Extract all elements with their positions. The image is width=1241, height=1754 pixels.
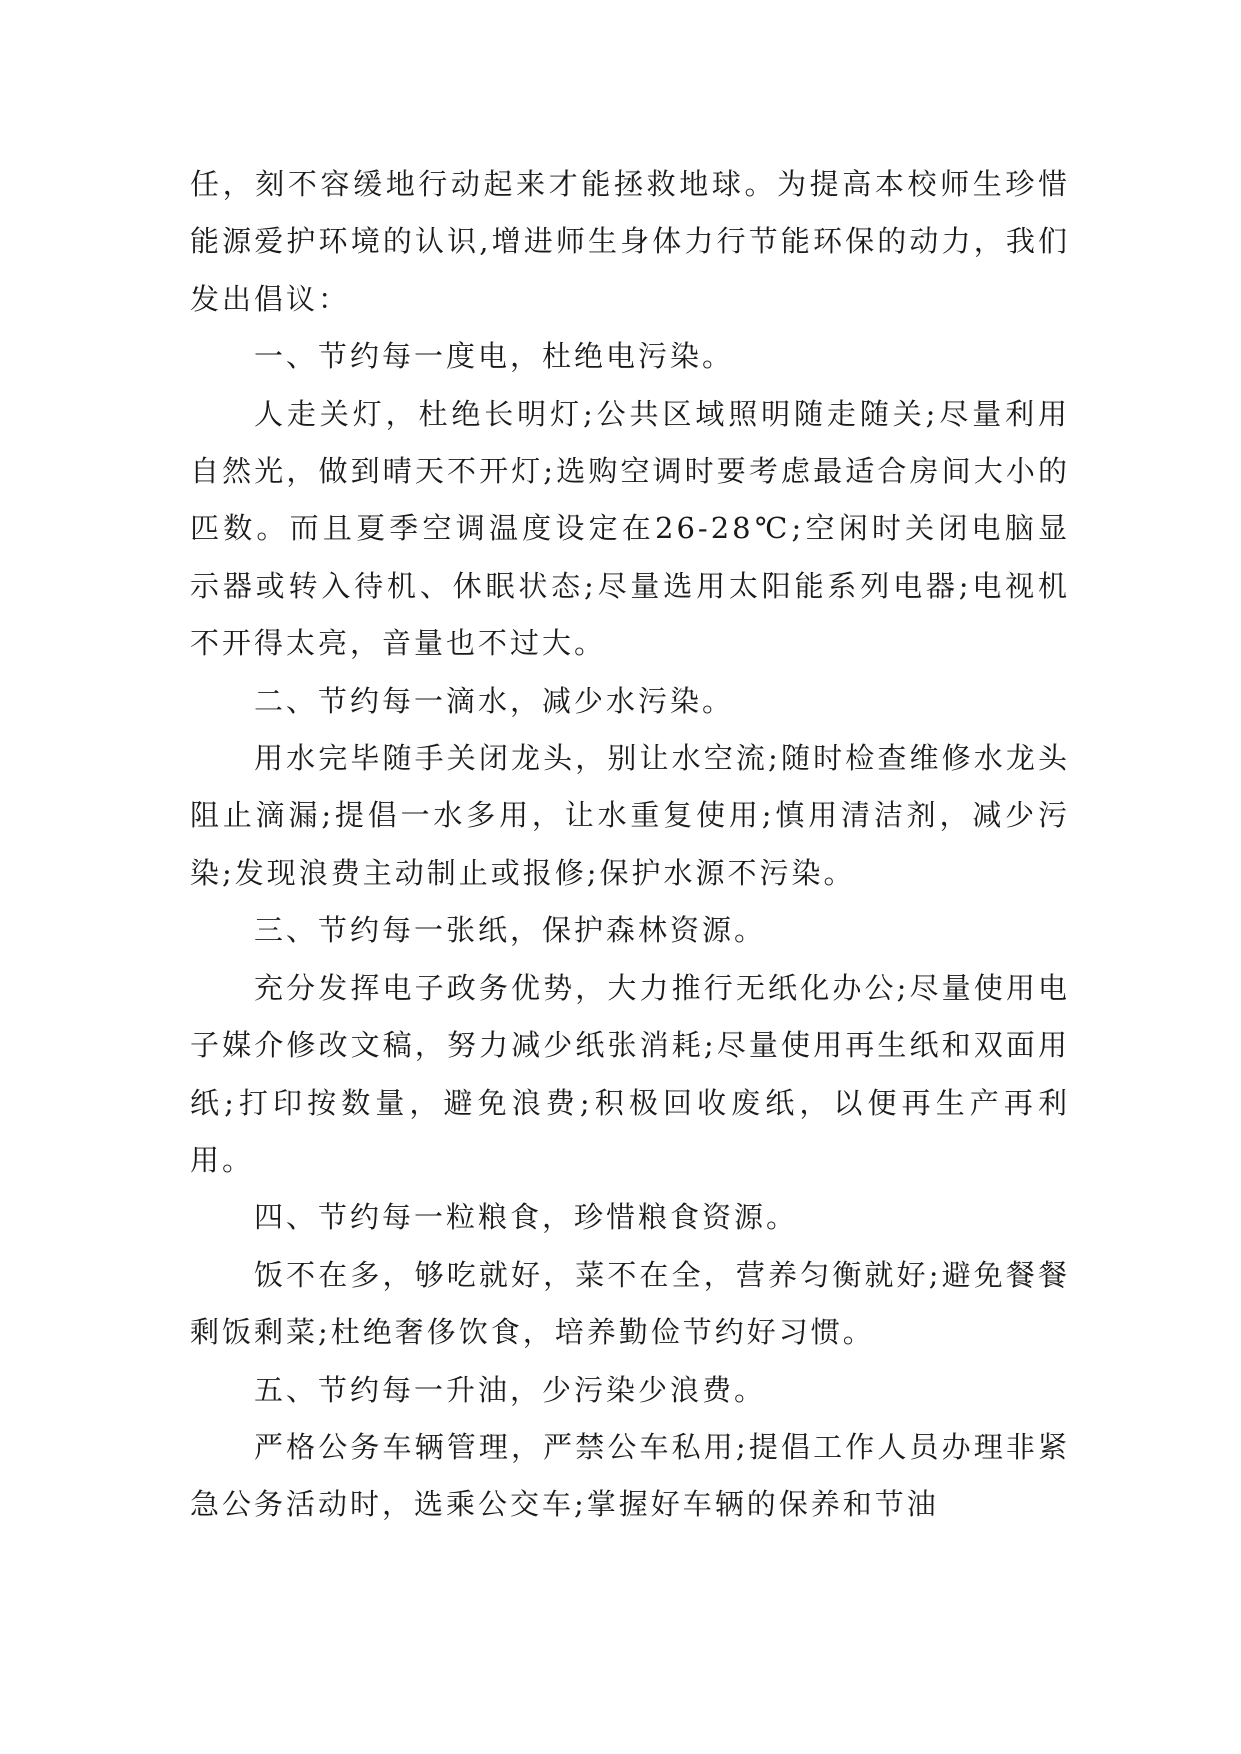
document-body [190,156,1070,1534]
heading-food: 四、节约每一粒粮食，珍惜粮食资源。 [254,1200,799,1235]
heading-electricity: 一、节约每一度电，杜绝电污染。 [254,339,735,374]
heading-paper: 三、节约每一张纸，保护森林资源。 [254,913,767,948]
paragraph-food: 饭不在多，够吃就好，菜不在全，营养匀衡就好;避免餐餐剩饭剩菜;杜绝奢侈饮食，培养勤俭节约好习惯。 [190,1257,1070,1350]
paragraph-electricity: 人走关灯，杜绝长明灯;公共区域照明随走随关;尽量利用自然光，做到晴天不开灯;选购空调时要考虑最适合房间大小的匹数。而且夏季空调温度设定在26-28℃;空闲时关闭电脑显示器或转入待机、休眠状态;尽量选用太阳能系列电器;电视机不开得太亮，音量也不过大。 [190,396,1070,661]
paragraph-oil: 严格公务车辆管理，严禁公车私用;提倡工作人员办理非紧急公务活动时，选乘公交车;掌握好车辆的保养和节油 [190,1429,1070,1522]
heading-water: 二、节约每一滴水，减少水污染。 [254,683,735,718]
paragraph-paper: 充分发挥电子政务优势，大力推行无纸化办公;尽量使用电子媒介修改文稿，努力减少纸张消耗;尽量使用再生纸和双面用纸;打印按数量，避免浪费;积极回收废纸，以便再生产再利用。 [190,970,1070,1177]
paragraph-water: 用水完毕随手关闭龙头，别让水空流;随时检查维修水龙头阻止滴漏;提倡一水多用，让水重复使用;慎用清洁剂，减少污染;发现浪费主动制止或报修;保护水源不污染。 [190,741,1070,890]
paragraph-intro: 任，刻不容缓地行动起来才能拯救地球。为提高本校师生珍惜能源爱护环境的认识,增进师生身体力行节能环保的动力，我们发出倡议： [190,167,1070,316]
heading-oil: 五、节约每一升油，少污染少浪费。 [254,1372,767,1407]
